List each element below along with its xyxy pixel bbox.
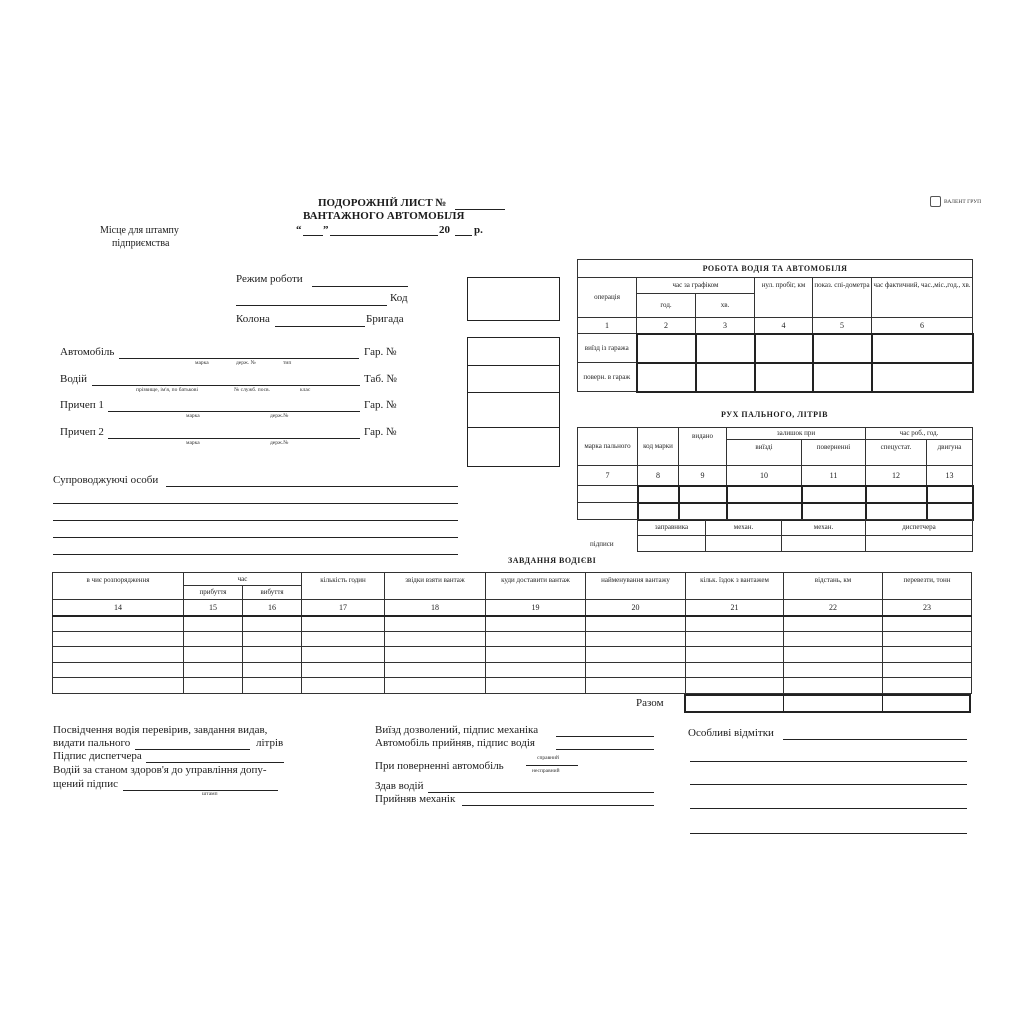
fuel-col-special: спецустат. [866, 440, 927, 466]
fuel-col-departure: виїзді [727, 440, 802, 466]
stamp-place-label: Місце для штампу [100, 225, 179, 236]
task-cell[interactable] [686, 647, 784, 663]
fuel-cell[interactable] [679, 486, 727, 503]
table-row [53, 662, 972, 678]
work-mode-label: Режим роботи [236, 273, 303, 285]
fuel-col-num: 7 [578, 466, 638, 486]
task-cell[interactable] [53, 616, 184, 632]
fuel-cell[interactable] [802, 486, 866, 503]
fuel-col-brand: марка пального [578, 428, 638, 466]
task-cell[interactable] [243, 662, 302, 678]
trailer2-sub-reg: держ.№ [270, 440, 289, 446]
serviceable-option[interactable]: справний [537, 755, 560, 761]
escort-field-4[interactable] [53, 537, 458, 538]
work-col-num: 2 [637, 318, 696, 334]
task-cell[interactable] [586, 678, 686, 694]
work-cell[interactable] [637, 334, 696, 363]
fuel-cell[interactable] [727, 503, 802, 520]
task-cell[interactable] [184, 678, 243, 694]
fuel-cell[interactable] [927, 503, 973, 520]
work-table-title: РОБОТА ВОДІЯ ТА АВТОМОБІЛЯ [578, 260, 973, 278]
work-cell[interactable] [813, 363, 872, 392]
task-cell[interactable] [686, 616, 784, 632]
sig-dispatcher: диспетчера [866, 520, 973, 536]
task-cell[interactable] [53, 631, 184, 647]
column-label: Колона [236, 313, 270, 325]
driver-label: Водій [60, 373, 88, 385]
form-subtitle: ВАНТАЖНОГО АВТОМОБІЛЯ [303, 210, 465, 222]
shield-icon [930, 196, 941, 207]
fuel-cell[interactable] [866, 503, 927, 520]
task-col-num: 16 [243, 600, 302, 616]
task-cell[interactable] [385, 631, 486, 647]
fuel-cell[interactable] [679, 503, 727, 520]
task-cell[interactable] [883, 631, 972, 647]
table-row [53, 616, 972, 632]
fuel-table [577, 427, 974, 521]
date-month-line[interactable] [330, 235, 438, 236]
task-cell[interactable] [784, 616, 883, 632]
col-schedule-hours: год. [637, 294, 696, 318]
task-cell[interactable] [184, 647, 243, 663]
sig-cell[interactable] [706, 536, 782, 552]
task-cell[interactable] [302, 662, 385, 678]
trailer2-label: Причеп 2 [60, 426, 104, 438]
task-cell[interactable] [53, 662, 184, 678]
escort-label: Супроводжуючі особи [53, 474, 159, 486]
sig-mechanic-2: механ. [782, 520, 866, 536]
cert-line-2: видати пального [53, 737, 131, 749]
car-sub-type: тип [283, 360, 292, 366]
car-accepted-label: Автомобіль прийняв, підпис водія [375, 737, 535, 749]
special-notes-field-5[interactable] [690, 833, 967, 834]
task-col-num: 23 [883, 600, 972, 616]
fuel-cell[interactable] [578, 503, 638, 520]
car-sub-reg: держ. № [236, 360, 256, 366]
task-cell[interactable] [486, 678, 586, 694]
task-cell[interactable] [486, 647, 586, 663]
fuel-cell[interactable] [638, 503, 679, 520]
col-actual-time: час фактичний, час.,міс.,год., хв. [872, 278, 973, 318]
code-field[interactable] [236, 305, 387, 306]
task-cell[interactable] [784, 662, 883, 678]
task-col-departure: вибуття [243, 586, 302, 600]
task-cell[interactable] [243, 616, 302, 632]
escort-field-2[interactable] [53, 503, 458, 504]
top-box[interactable] [467, 277, 560, 321]
task-cell[interactable] [686, 631, 784, 647]
trailer2-gar-label: Гар. № [364, 426, 397, 438]
col-schedule-minutes: хв. [696, 294, 755, 318]
form-title: ПОДОРОЖНІЙ ЛИСТ № [318, 197, 447, 209]
row-return-label: поверн. в гараж [578, 363, 637, 392]
vehicle-box-divider-2 [467, 392, 560, 393]
date-year-prefix: 20 [439, 224, 450, 236]
trailer1-field[interactable] [108, 411, 360, 412]
handed-driver-field[interactable] [428, 792, 654, 793]
on-return-label: При поверненні автомобіль [375, 760, 504, 772]
exit-allowed-label: Виїзд дозволений, підпис механіка [375, 724, 539, 736]
fuel-col-num: 9 [679, 466, 727, 486]
fuel-issue-field[interactable] [135, 749, 250, 750]
work-cell[interactable] [872, 334, 973, 363]
health-line-2: щений підпис [53, 778, 118, 790]
total-box [684, 694, 971, 713]
col-zero-run: нул. пробіг, км [755, 278, 813, 318]
sig-mechanic-1: механ. [706, 520, 782, 536]
col-speedometer: показ. спі-дометра [813, 278, 872, 318]
task-cell[interactable] [486, 631, 586, 647]
task-cell[interactable] [385, 678, 486, 694]
trailer1-sub-reg: держ.№ [270, 413, 289, 419]
task-cell[interactable] [243, 678, 302, 694]
date-year-line[interactable] [455, 235, 472, 236]
total-divider [783, 694, 784, 713]
task-cell[interactable] [486, 662, 586, 678]
cert-litres: літрів [256, 737, 284, 749]
task-cell[interactable] [784, 678, 883, 694]
fuel-cell[interactable] [802, 503, 866, 520]
task-col-arrival: прибуття [184, 586, 243, 600]
work-col-num: 4 [755, 318, 813, 334]
task-col-cargo: найменування вантажу [586, 573, 686, 600]
task-col-num: 14 [53, 600, 184, 616]
task-cell[interactable] [883, 678, 972, 694]
escort-field-5[interactable] [53, 554, 458, 555]
task-cell[interactable] [385, 647, 486, 663]
brand-mark [930, 196, 981, 207]
fuel-cell[interactable] [727, 486, 802, 503]
dispatcher-signature-field[interactable] [146, 762, 284, 763]
fuel-col-remaining: залишок при [727, 428, 866, 440]
health-stamp-sub: штамп [202, 791, 218, 797]
task-col-trips: кільк. їздок з вантажем [686, 573, 784, 600]
date-open-quote: “ [296, 224, 302, 236]
task-cell[interactable] [53, 678, 184, 694]
stamp-place-label-2: підприємства [112, 238, 170, 249]
task-col-num: 17 [302, 600, 385, 616]
task-col-num: 18 [385, 600, 486, 616]
table-row [53, 647, 972, 663]
work-col-num: 5 [813, 318, 872, 334]
special-notes-field-4[interactable] [690, 808, 967, 809]
work-col-num: 6 [872, 318, 973, 334]
task-col-num: 19 [486, 600, 586, 616]
sig-cell[interactable] [866, 536, 973, 552]
fuel-cell[interactable] [927, 486, 973, 503]
task-cell[interactable] [385, 616, 486, 632]
work-cell[interactable] [755, 363, 813, 392]
driver-tab-label: Таб. № [364, 373, 397, 385]
fuel-col-issued: видано [679, 428, 727, 466]
driver-sub-name: прізвище, ім'я, по батькові [136, 387, 198, 393]
return-state-divider [526, 765, 578, 766]
task-cell[interactable] [784, 647, 883, 663]
task-cell[interactable] [184, 631, 243, 647]
task-col-tons: перевезти, тонн [883, 573, 972, 600]
sig-refueler: заправника [638, 520, 706, 536]
special-notes-label: Особливі відмітки [688, 727, 774, 739]
col-operation: операція [578, 278, 637, 318]
fuel-col-worktime: час роб., год. [866, 428, 973, 440]
task-col-num: 15 [184, 600, 243, 616]
col-schedule: час за графіком [637, 278, 755, 294]
driver-sub-id: № служб. посв. [234, 387, 271, 393]
task-col-num: 20 [586, 600, 686, 616]
task-cell[interactable] [486, 616, 586, 632]
accepted-mechanic-label: Прийняв механік [375, 793, 456, 805]
row-departure-label: виїзд із гаража [578, 334, 637, 363]
car-field[interactable] [119, 358, 359, 359]
task-col-from: звідки взяти вантаж [385, 573, 486, 600]
sig-cell[interactable] [782, 536, 866, 552]
trailer2-field[interactable] [108, 438, 360, 439]
table-row [53, 631, 972, 647]
task-cell[interactable] [53, 647, 184, 663]
trailer1-sub-brand: марка [186, 413, 200, 419]
task-col-to: куди доставити вантаж [486, 573, 586, 600]
column-field[interactable] [275, 326, 365, 327]
fuel-col-engine: двигуна [927, 440, 973, 466]
handed-driver-label: Здав водій [375, 780, 424, 792]
task-col-distance: відстань, км [784, 573, 883, 600]
signatures-label: підписи [590, 540, 614, 548]
fuel-col-num: 13 [927, 466, 973, 486]
task-col-num: 22 [784, 600, 883, 616]
driver-field[interactable] [92, 385, 360, 386]
health-line-1: Водій за станом здоров'я до управління допу- [53, 764, 267, 776]
fuel-table-title: РУХ ПАЛЬНОГО, ЛІТРІВ [721, 410, 828, 419]
work-cell[interactable] [696, 363, 755, 392]
date-day-line[interactable] [303, 235, 323, 236]
task-cell[interactable] [385, 662, 486, 678]
brigade-label: Бригада [366, 313, 404, 325]
task-cell[interactable] [184, 662, 243, 678]
escort-field-1[interactable] [166, 486, 458, 487]
fuel-col-num: 8 [638, 466, 679, 486]
car-label: Автомобіль [60, 346, 115, 358]
task-col-customer: в чиє розпорядження [53, 573, 184, 600]
fuel-col-return: поверненні [802, 440, 866, 466]
car-sub-brand: марка [195, 360, 209, 366]
fuel-col-num: 11 [802, 466, 866, 486]
fuel-cell[interactable] [578, 486, 638, 503]
tasks-table [52, 572, 972, 694]
driver-sub-class: клас [300, 387, 311, 393]
total-divider [882, 694, 883, 713]
work-cell[interactable] [696, 334, 755, 363]
special-notes-field-2[interactable] [690, 761, 967, 762]
fuel-col-num: 12 [866, 466, 927, 486]
task-cell[interactable] [243, 647, 302, 663]
accepted-mechanic-field[interactable] [462, 805, 654, 806]
work-col-num: 3 [696, 318, 755, 334]
work-cell[interactable] [872, 363, 973, 392]
task-cell[interactable] [586, 631, 686, 647]
task-cell[interactable] [302, 631, 385, 647]
faulty-option[interactable]: несправний [532, 768, 560, 774]
car-gar-label: Гар. № [364, 346, 397, 358]
fuel-cell[interactable] [866, 486, 927, 503]
work-cell[interactable] [755, 334, 813, 363]
task-cell[interactable] [686, 678, 784, 694]
task-cell[interactable] [686, 662, 784, 678]
fuel-col-code: код марки [638, 428, 679, 466]
work-col-num: 1 [578, 318, 637, 334]
task-cell[interactable] [883, 662, 972, 678]
code-label: Код [390, 292, 408, 304]
trailer1-gar-label: Гар. № [364, 399, 397, 411]
total-label: Разом [636, 697, 664, 709]
date-close-quote: ” [323, 224, 329, 236]
brand-mark-text: ВАЛЕНТ ГРУП [944, 198, 982, 205]
special-notes-field-3[interactable] [690, 784, 967, 785]
task-cell[interactable] [586, 662, 686, 678]
task-col-num: 21 [686, 600, 784, 616]
task-cell[interactable] [184, 616, 243, 632]
fuel-col-num: 10 [727, 466, 802, 486]
vehicle-box-divider-1 [467, 365, 560, 366]
special-notes-field-1[interactable] [783, 739, 967, 740]
trailer1-label: Причеп 1 [60, 399, 104, 411]
task-col-time: час [184, 573, 302, 586]
task-col-hours: кількість годин [302, 573, 385, 600]
table-row [53, 678, 972, 694]
vehicle-box-stack [467, 337, 560, 467]
fuel-cell[interactable] [638, 486, 679, 503]
task-cell[interactable] [243, 631, 302, 647]
fuel-signature-table [637, 519, 973, 552]
health-signature-field[interactable] [123, 790, 278, 791]
escort-field-3[interactable] [53, 520, 458, 521]
date-year-suffix: р. [474, 224, 483, 236]
task-cell[interactable] [302, 647, 385, 663]
exit-allowed-field[interactable] [556, 736, 654, 737]
trailer2-sub-brand: марка [186, 440, 200, 446]
sig-cell[interactable] [638, 536, 706, 552]
task-cell[interactable] [302, 678, 385, 694]
car-accepted-field[interactable] [556, 749, 654, 750]
work-cell[interactable] [813, 334, 872, 363]
cert-line-1: Посвідчення водія перевірив, завдання видав, [53, 724, 268, 736]
work-mode-field[interactable] [312, 286, 408, 287]
task-cell[interactable] [586, 647, 686, 663]
vehicle-box-divider-3 [467, 427, 560, 428]
work-table [577, 259, 974, 393]
task-cell[interactable] [883, 616, 972, 632]
task-cell[interactable] [883, 647, 972, 663]
task-cell[interactable] [586, 616, 686, 632]
task-cell[interactable] [302, 616, 385, 632]
work-cell[interactable] [637, 363, 696, 392]
tasks-table-title: ЗАВДАННЯ ВОДІЄВІ [508, 556, 597, 565]
task-cell[interactable] [784, 631, 883, 647]
dispatcher-signature-label: Підпис диспетчера [53, 750, 142, 762]
